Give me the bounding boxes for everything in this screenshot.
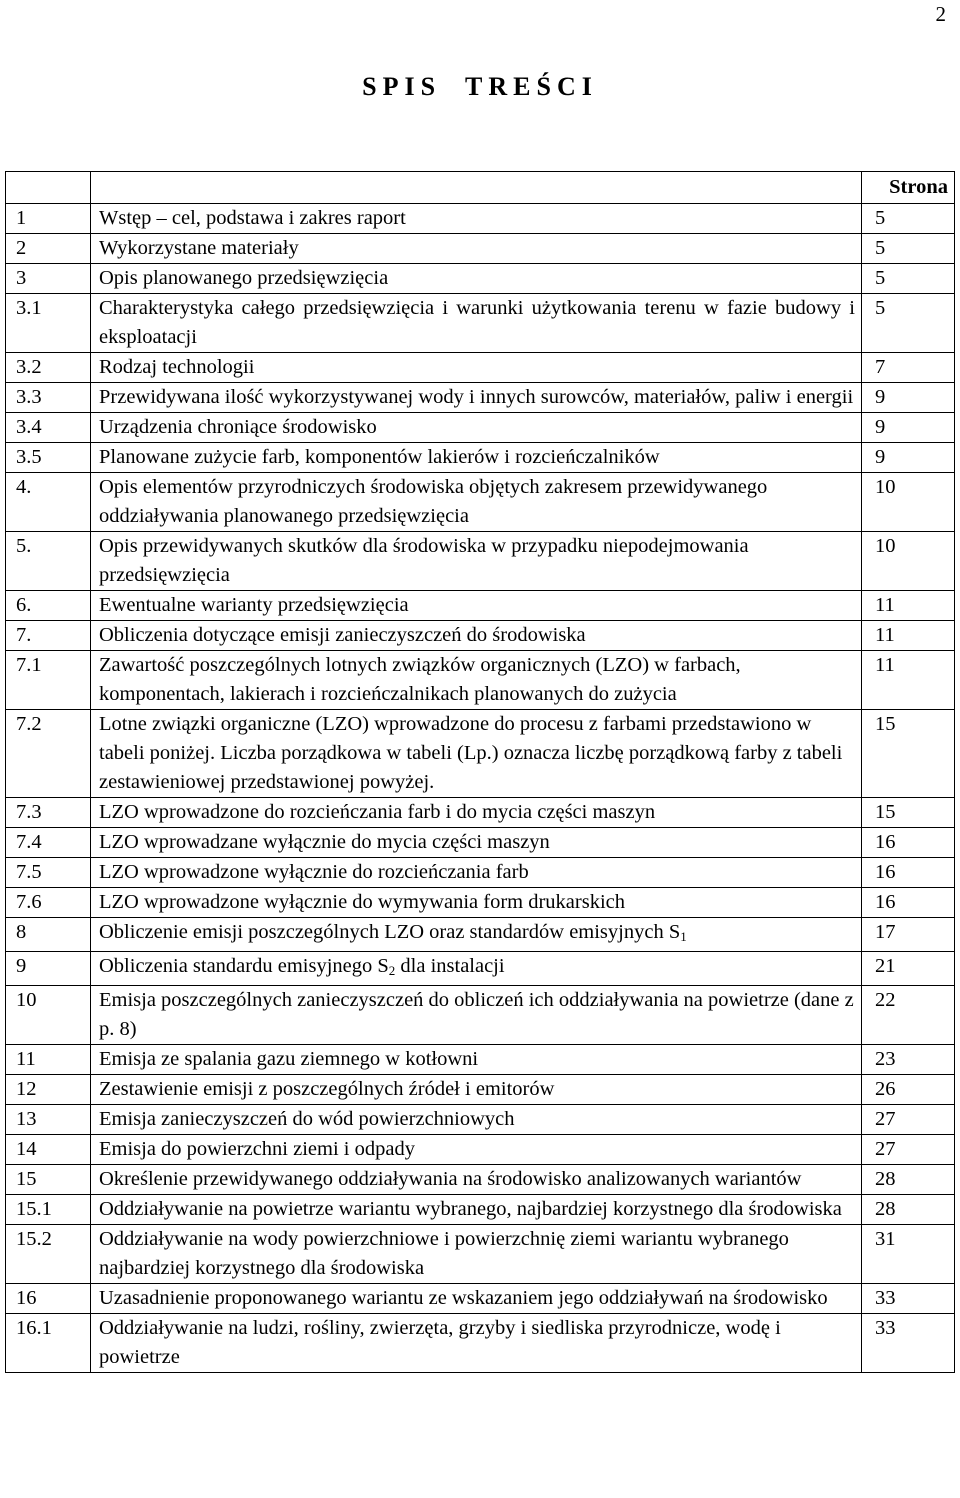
toc-entry-title-text: LZO wprowadzone wyłącznie do wymywania form drukarskich: [99, 891, 625, 913]
toc-entry-title-text: Uzasadnienie proponowanego wariantu ze wskazaniem jego oddziaływań na środowisko: [99, 1287, 828, 1309]
toc-entry-page: 27: [862, 1135, 955, 1165]
toc-row: [6, 204, 955, 234]
toc-entry-page: 27: [862, 1105, 955, 1135]
toc-row: [6, 858, 955, 888]
toc-row: [6, 532, 955, 591]
toc-entry-number: 4.: [6, 473, 91, 532]
toc-entry-page: 16: [862, 828, 955, 858]
toc-entry-title: [91, 621, 862, 651]
toc-entry-title-text: Obliczenia standardu emisyjnego S: [99, 955, 389, 977]
toc-entry-title: [91, 353, 862, 383]
toc-entry-title: [91, 591, 862, 621]
toc-entry-page: 5: [862, 234, 955, 264]
toc-entry-page: 28: [862, 1195, 955, 1225]
toc-entry-number: 7.3: [6, 798, 91, 828]
toc-entry-number: 15.1: [6, 1195, 91, 1225]
toc-entry-title-text: Ewentualne warianty przedsięwzięcia: [99, 594, 409, 616]
toc-entry-title-text: Planowane zużycie farb, komponentów lakierów i rozcieńczalników: [99, 446, 660, 468]
toc-entry-title: [91, 710, 862, 798]
toc-row: [6, 828, 955, 858]
toc-entry-title-text: Opis elementów przyrodniczych środowiska objętych zakresem przewidywanego oddziaływania planowanego przedsięwzięcia: [99, 476, 768, 527]
toc-entry-title-text: Obliczenie emisji poszczególnych LZO oraz standardów emisyjnych S: [99, 921, 681, 943]
toc-entry-title: [91, 264, 862, 294]
toc-entry-number: 7.1: [6, 651, 91, 710]
toc-entry-page: 7: [862, 353, 955, 383]
toc-entry-number: 11: [6, 1045, 91, 1075]
toc-row: [6, 294, 955, 353]
toc-entry-title-text: Obliczenia dotyczące emisji zanieczyszczeń do środowiska: [99, 624, 586, 646]
toc-entry-title: [91, 294, 862, 353]
toc-entry-number: 7.5: [6, 858, 91, 888]
toc-entry-page: 11: [862, 651, 955, 710]
toc-entry-title-text: Emisja do powierzchni ziemi i odpady: [99, 1138, 415, 1160]
toc-entry-title: [91, 918, 862, 952]
toc-entry-title: [91, 1165, 862, 1195]
toc-entry-title-text: Urządzenia chroniące środowisko: [99, 416, 377, 438]
toc-entry-title-text: Emisja ze spalania gazu ziemnego w kotłowni: [99, 1048, 479, 1070]
toc-entry-title: [91, 473, 862, 532]
toc-entry-title: [91, 1135, 862, 1165]
toc-entry-page: 33: [862, 1314, 955, 1373]
toc-entry-number: 7.6: [6, 888, 91, 918]
toc-entry-title-text: Opis planowanego przedsięwzięcia: [99, 267, 389, 289]
toc-entry-title-text: LZO wprowadzane wyłącznie do mycia części maszyn: [99, 831, 550, 853]
toc-row: [6, 918, 955, 952]
toc-entry-number: 12: [6, 1075, 91, 1105]
toc-entry-title: [91, 986, 862, 1045]
toc-entry-number: 10: [6, 986, 91, 1045]
toc-entry-subscript: 1: [680, 929, 687, 944]
toc-entry-title-text: Określenie przewidywanego oddziaływania na środowisko analizowanych wariantów: [99, 1168, 802, 1190]
toc-entry-title-text: Charakterystyka całego przedsięwzięcia i warunki użytkowania terenu w fazie budowy i eksploatacji: [99, 297, 855, 348]
header-title-cell: [91, 172, 862, 204]
toc-entry-page: 9: [862, 383, 955, 413]
toc-entry-title-text: Rodzaj technologii: [99, 356, 255, 378]
toc-entry-page: 5: [862, 264, 955, 294]
toc-entry-number: 16: [6, 1284, 91, 1314]
toc-row: [6, 1314, 955, 1373]
toc-entry-title: [91, 1075, 862, 1105]
toc-entry-number: 3.5: [6, 443, 91, 473]
toc-entry-page: 33: [862, 1284, 955, 1314]
toc-entry-number: 13: [6, 1105, 91, 1135]
toc-row: [6, 1165, 955, 1195]
toc-entry-number: 7.: [6, 621, 91, 651]
toc-table: [5, 171, 955, 1373]
toc-row: [6, 710, 955, 798]
toc-entry-page: 9: [862, 443, 955, 473]
toc-row: [6, 651, 955, 710]
header-page-label: Strona: [862, 172, 955, 204]
toc-entry-number: 3.2: [6, 353, 91, 383]
toc-entry-page: 10: [862, 473, 955, 532]
toc-entry-page: 11: [862, 591, 955, 621]
toc-row: [6, 234, 955, 264]
toc-entry-page: 15: [862, 710, 955, 798]
toc-entry-number: 3.3: [6, 383, 91, 413]
header-num-cell: [6, 172, 91, 204]
toc-entry-title-text: Oddziaływanie na ludzi, rośliny, zwierzęta, grzyby i siedliska przyrodnicze, wodę i powietrze: [99, 1317, 781, 1368]
toc-entry-title: [91, 204, 862, 234]
toc-entry-number: 3: [6, 264, 91, 294]
toc-entry-page: 5: [862, 294, 955, 353]
toc-entry-page: 16: [862, 888, 955, 918]
toc-entry-page: 15: [862, 798, 955, 828]
toc-entry-title: [91, 1045, 862, 1075]
toc-entry-title: [91, 1284, 862, 1314]
toc-row: [6, 591, 955, 621]
toc-entry-title: [91, 1195, 862, 1225]
toc-entry-page: 21: [862, 952, 955, 986]
toc-entry-page: 5: [862, 204, 955, 234]
toc-row: [6, 383, 955, 413]
toc-entry-number: 14: [6, 1135, 91, 1165]
toc-entry-number: 8: [6, 918, 91, 952]
toc-entry-page: 31: [862, 1225, 955, 1284]
page-title: SPIS TREŚCI: [362, 72, 598, 101]
toc-entry-number: 3.4: [6, 413, 91, 443]
toc-entry-number: 7.2: [6, 710, 91, 798]
toc-entry-title-text: Wykorzystane materiały: [99, 237, 299, 259]
toc-entry-title: [91, 888, 862, 918]
toc-entry-page: 22: [862, 986, 955, 1045]
toc-row: [6, 443, 955, 473]
toc-entry-title: [91, 1225, 862, 1284]
toc-entry-title-text: Oddziaływanie na powietrze wariantu wybranego, najbardziej korzystnego dla środowiska: [99, 1198, 842, 1220]
toc-entry-title-text: LZO wprowadzone wyłącznie do rozcieńczania farb: [99, 861, 529, 883]
toc-entry-title-text: Emisja zanieczyszczeń do wód powierzchniowych: [99, 1108, 515, 1130]
toc-entry-page: 16: [862, 858, 955, 888]
toc-entry-number: 15: [6, 1165, 91, 1195]
toc-entry-title: [91, 443, 862, 473]
toc-entry-page: 10: [862, 532, 955, 591]
toc-row: [6, 413, 955, 443]
toc-row: [6, 353, 955, 383]
toc-entry-number: 16.1: [6, 1314, 91, 1373]
toc-entry-title-text: Lotne związki organiczne (LZO) wprowadzone do procesu z farbami przedstawiono w tabeli poniżej. Liczba porządkowa w tabeli (Lp.) oznacza liczbę porządkową farby z tabeli zestawieniowej przedstawionej powyżej.: [99, 713, 843, 793]
toc-row: [6, 264, 955, 294]
toc-entry-number: 9: [6, 952, 91, 986]
toc-entry-page: 23: [862, 1045, 955, 1075]
toc-entry-title-text: Wstęp – cel, podstawa i zakres raport: [99, 207, 406, 229]
toc-entry-title-text: Opis przewidywanych skutków dla środowiska w przypadku niepodejmowania przedsięwzięcia: [99, 535, 749, 586]
toc-entry-title: [91, 234, 862, 264]
toc-row: [6, 1045, 955, 1075]
toc-entry-page: 28: [862, 1165, 955, 1195]
toc-entry-title: [91, 413, 862, 443]
toc-entry-title: [91, 1105, 862, 1135]
toc-entry-page: 17: [862, 918, 955, 952]
toc-entry-title: [91, 1314, 862, 1373]
toc-entry-page: 9: [862, 413, 955, 443]
toc-row: [6, 798, 955, 828]
toc-row: [6, 888, 955, 918]
toc-entry-title: [91, 532, 862, 591]
toc-row: [6, 621, 955, 651]
toc-entry-title: [91, 383, 862, 413]
toc-entry-title-text: Zawartość poszczególnych lotnych związków organicznych (LZO) w farbach, komponentach, lakierach i rozcieńczalnikach planowanych do zużycia: [99, 654, 741, 705]
toc-row: [6, 1135, 955, 1165]
toc-entry-title-suffix: dla instalacji: [395, 955, 505, 977]
toc-row: [6, 952, 955, 986]
toc-entry-title-text: Zestawienie emisji z poszczególnych źródeł i emitorów: [99, 1078, 555, 1100]
toc-row: [6, 1284, 955, 1314]
toc-row: [6, 1225, 955, 1284]
toc-entry-number: 15.2: [6, 1225, 91, 1284]
toc-entry-title: [91, 651, 862, 710]
toc-entry-title-text: Przewidywana ilość wykorzystywanej wody i innych surowców, materiałów, paliw i energii: [99, 386, 854, 408]
toc-entry-page: 26: [862, 1075, 955, 1105]
toc-header-row: [6, 172, 955, 204]
toc-entry-number: 6.: [6, 591, 91, 621]
toc-entry-number: 2: [6, 234, 91, 264]
toc-entry-title: [91, 858, 862, 888]
toc-entry-number: 3.1: [6, 294, 91, 353]
page-number: 2: [935, 2, 946, 26]
toc-entry-page: 11: [862, 621, 955, 651]
toc-row: [6, 1195, 955, 1225]
toc-entry-number: 5.: [6, 532, 91, 591]
toc-row: [6, 473, 955, 532]
toc-entry-title: [91, 798, 862, 828]
toc-row: [6, 986, 955, 1045]
toc-entry-title: [91, 952, 862, 986]
toc-entry-number: 1: [6, 204, 91, 234]
toc-entry-number: 7.4: [6, 828, 91, 858]
toc-entry-title-text: LZO wprowadzone do rozcieńczania farb i do mycia części maszyn: [99, 801, 656, 823]
toc-entry-title-text: Emisja poszczególnych zanieczyszczeń do obliczeń ich oddziaływania na powietrze (dane z p. 8): [99, 989, 854, 1040]
toc-entry-title-text: Oddziaływanie na wody powierzchniowe i powierzchnię ziemi wariantu wybranego najbardziej korzystnego dla środowiska: [99, 1228, 789, 1279]
toc-row: [6, 1105, 955, 1135]
toc-entry-subscript: 2: [388, 963, 396, 978]
toc-row: [6, 1075, 955, 1105]
toc-entry-title: [91, 828, 862, 858]
